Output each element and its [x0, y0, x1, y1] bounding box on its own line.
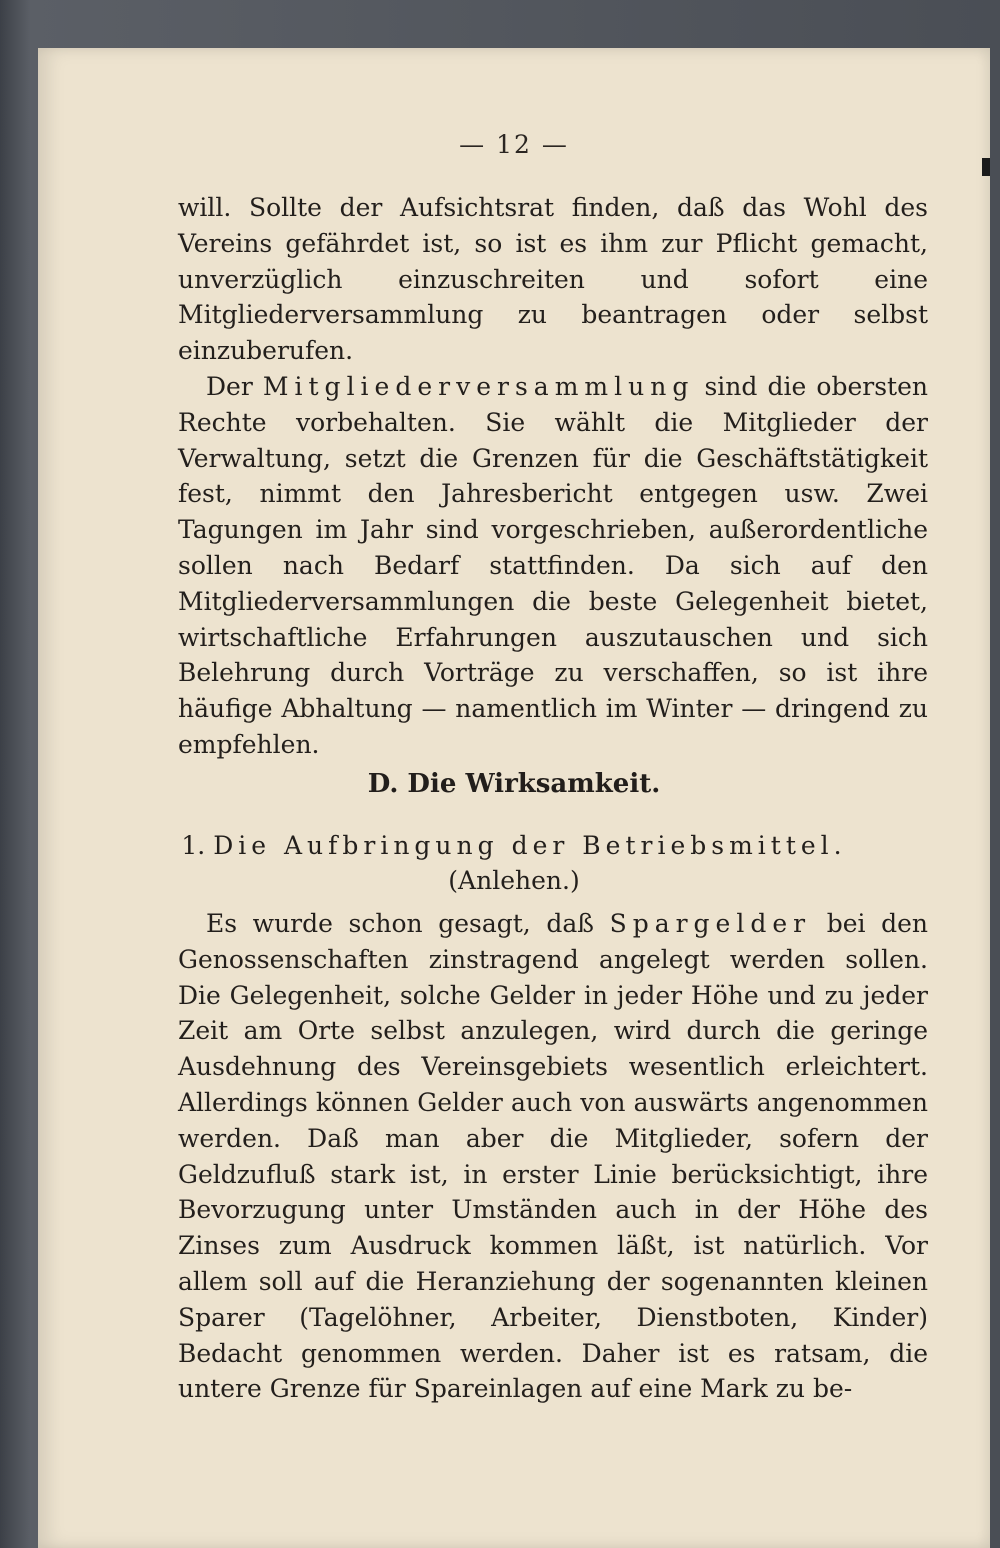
- para2-rest: sind die obersten Rechte vorbehalten. Sie wählt die Mitglieder der Verwaltung, setzt die Grenzen für die Geschäftstätigkeit fest, nimmt den Jahresbericht entgegen usw. Zwei Tagungen im Jahr sind vorgeschrieben, außerordentliche sollen nach Bedarf stattfinden. Da sich auf den Mitgliederversammlungen die beste Gelegenheit bietet, wirtschaftliche Erfahrungen auszutauschen und sich Belehrung durch Vorträge zu verschaffen, so ist ihre häufige Abhaltung — namentlich im Winter — dringend zu empfehlen.: [178, 371, 928, 759]
- paragraph-mitgliederversammlung: [178, 369, 928, 763]
- book-page: [38, 48, 990, 1548]
- sub-heading: [38, 828, 990, 898]
- para3-spaced-term: Spargelder: [609, 909, 812, 938]
- para2-lead: Der: [206, 371, 263, 401]
- sub-heading-title: Die Aufbringung der Betriebsmittel.: [213, 831, 847, 860]
- text-block-bottom: [178, 906, 928, 1407]
- para3-rest: bei den Genossenschaften zinstragend angelegt werden sollen. Die Gelegenheit, solche Gelder in jeder Höhe und zu jeder Zeit am Orte selbst anzulegen, wird durch die geringe Ausdehnung des Vereinsgebiets wesentlich erleichtert. Allerdings können Gelder auch von auswärts angenommen werden. Daß man aber die Mitglieder, sofern der Geldzufluß stark ist, in erster Linie berücksichtigt, ihre Bevorzugung unter Umständen auch in der Höhe des Zinses zum Ausdruck kommen läßt, ist natürlich. Vor allem soll auf die Heranziehung der sogenannten kleinen Sparer (Tagelöhner, Arbeiter, Dienstboten, Kinder) Bedacht genommen werden. Daher ist es ratsam, die untere Grenze für Spareinlagen auf eine Mark zu be-: [178, 909, 928, 1404]
- page-number: — 12 —: [459, 130, 569, 159]
- para2-spaced-term: Mitgliederversammlung: [262, 371, 695, 401]
- text-block-top: [178, 190, 928, 763]
- paragraph-aufsichtsrat: will. Sollte der Aufsichtsrat finden, daß das Wohl des Vereins gefährdet ist, so ist es ihm zur Pflicht gemacht, unverzüglich einzuschreiten und sofort eine Mitgliederversammlung zu beantragen oder selbst einzuberufen.: [178, 193, 928, 366]
- paragraph-spargelder: [178, 906, 928, 1407]
- page-edge-mark: [982, 158, 990, 176]
- para3-lead: Es wurde schon gesagt, daß: [206, 909, 610, 938]
- sub-heading-number: 1.: [181, 831, 206, 860]
- sub-heading-note: (Anlehen.): [448, 866, 580, 895]
- section-heading: D. Die Wirksamkeit.: [367, 769, 661, 799]
